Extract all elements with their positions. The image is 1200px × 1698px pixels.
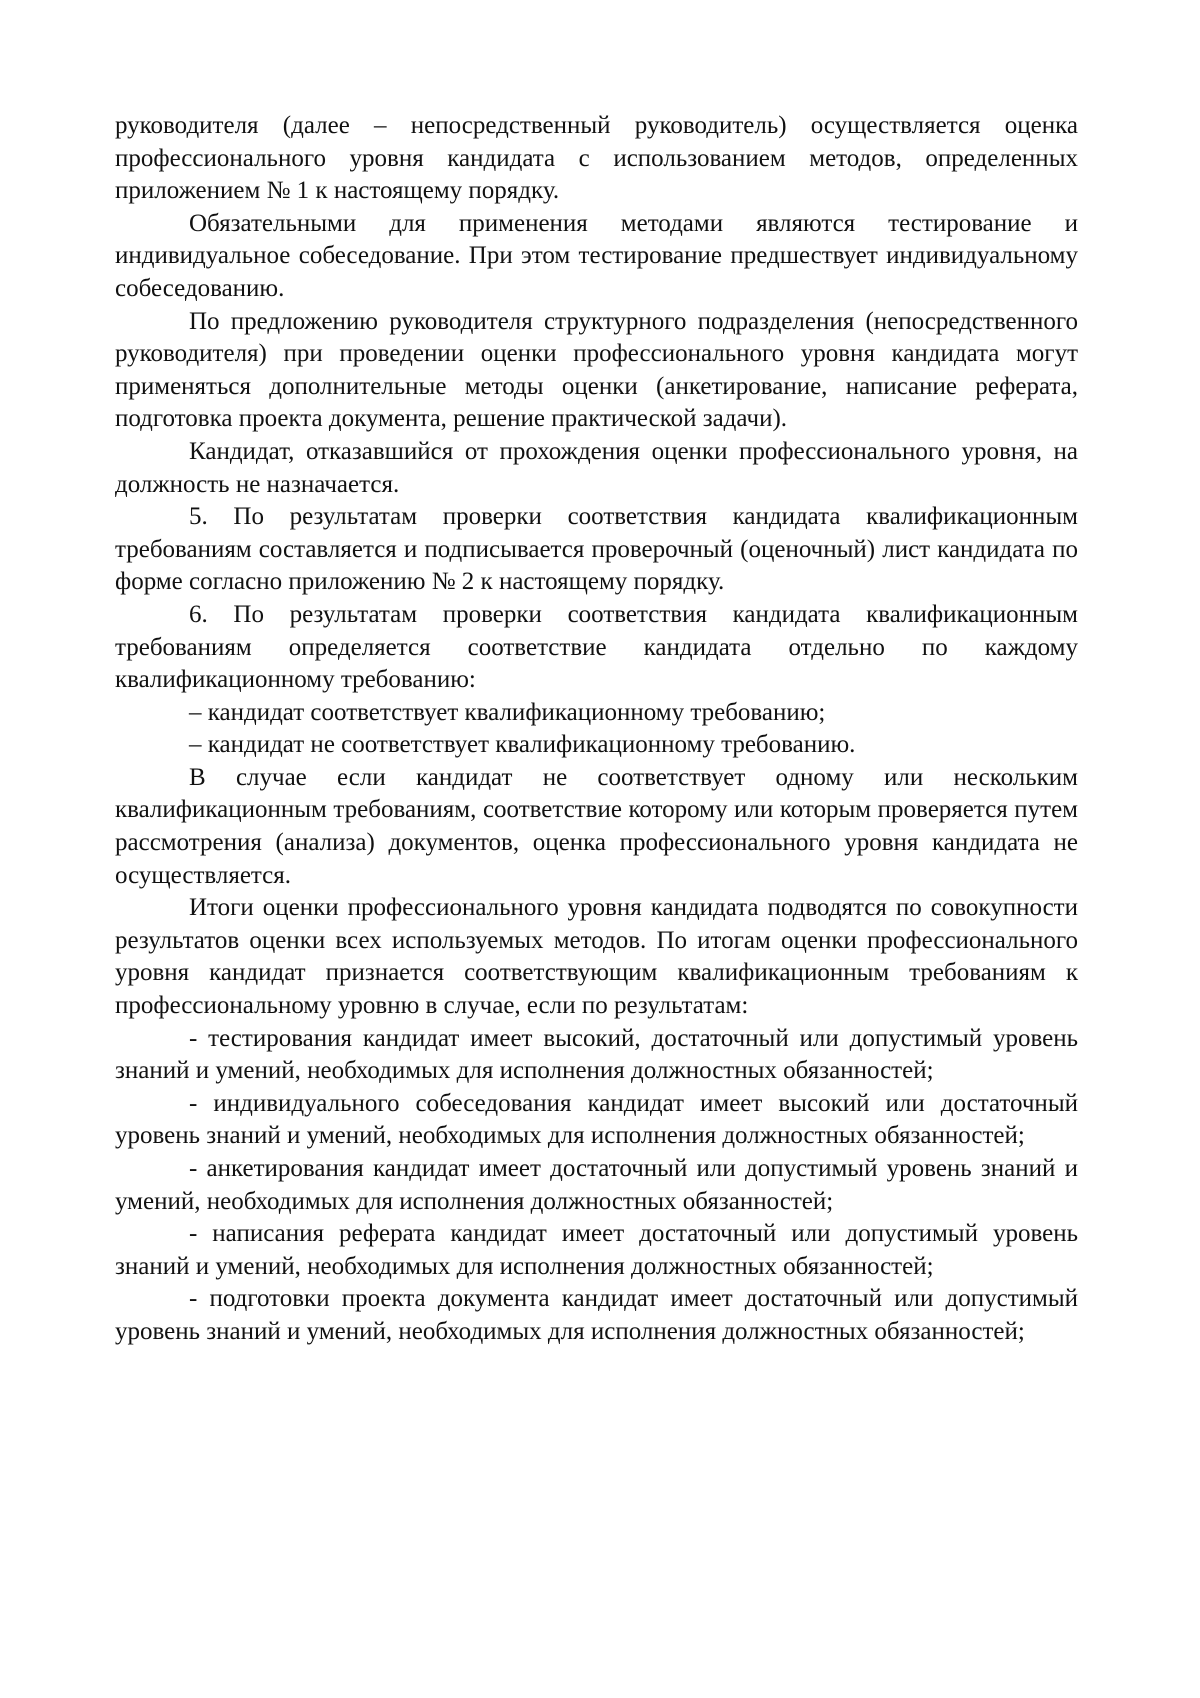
paragraph-non-compliance: В случае если кандидат не соответствует одному или нескольким квалификационным требованиям, соответствие которому или которым проверяется путем рассмотрения (анализа) документов, оценка профессионального уровня кандидата не осуществляется. bbox=[115, 763, 1078, 889]
paragraph-mandatory-methods: Обязательными для применения методами являются тестирование и индивидуальное собеседование. При этом тестирование предшествует индивидуальному собеседованию. bbox=[115, 209, 1078, 302]
paragraph-continuation: руководителя (далее – непосредственный руководитель) осуществляется оценка профессионального уровня кандидата с использованием методов, определенных приложением № 1 к настоящему порядку. bbox=[115, 112, 1078, 205]
paragraph-refusal: Кандидат, отказавшийся от прохождения оценки профессионального уровня, на должность не назначается. bbox=[115, 437, 1078, 498]
paragraph-additional-methods: По предложению руководителя структурного подразделения (непосредственного руководителя) при проведении оценки профессионального уровня кандидата могут применяться дополнительные методы оценки (анкетирование, написание реферата, подготовка проекта документа, решение практической задачи). bbox=[115, 307, 1078, 433]
paragraph-results-summary: Итоги оценки профессионального уровня кандидата подводятся по совокупности результатов оценки всех используемых методов. По итогам оценки профессионального уровня кандидат признается соответствующим квалификационным требованиям к профессиональному уровню в случае, если по результатам: bbox=[115, 894, 1078, 1020]
paragraph-item-5: 5. По результатам проверки соответствия кандидата квалификационным требованиям составляется и подписывается проверочный (оценочный) лист кандидата по форме согласно приложению № 2 к настоящему порядку. bbox=[115, 503, 1078, 596]
list-item-draft-document: - подготовки проекта документа кандидат имеет достаточный или допустимый уровень знаний и умений, необходимых для исполнения должностных обязанностей; bbox=[115, 1285, 1078, 1345]
list-item-questionnaire: - анкетирования кандидат имеет достаточный или допустимый уровень знаний и умений, необходимых для исполнения должностных обязанностей; bbox=[115, 1155, 1078, 1215]
document-body bbox=[115, 110, 1078, 1349]
list-item-interview: - индивидуального собеседования кандидат имеет высокий или достаточный уровень знаний и умений, необходимых для исполнения должностных обязанностей; bbox=[115, 1089, 1078, 1150]
list-item-essay: - написания реферата кандидат имеет достаточный или допустимый уровень знаний и умений, необходимых для исполнения должностных обязанностей; bbox=[115, 1220, 1078, 1280]
list-item-complies: – кандидат соответствует квалификационному требованию; bbox=[189, 698, 826, 726]
list-item-not-complies: – кандидат не соответствует квалификационному требованию. bbox=[189, 731, 856, 759]
paragraph-item-6: 6. По результатам проверки соответствия кандидата квалификационным требованиям определяется соответствие кандидата отдельно по каждому квалификационному требованию: bbox=[115, 600, 1078, 694]
list-item-testing: - тестирования кандидат имеет высокий, достаточный или допустимый уровень знаний и умений, необходимых для исполнения должностных обязанностей; bbox=[115, 1024, 1078, 1085]
